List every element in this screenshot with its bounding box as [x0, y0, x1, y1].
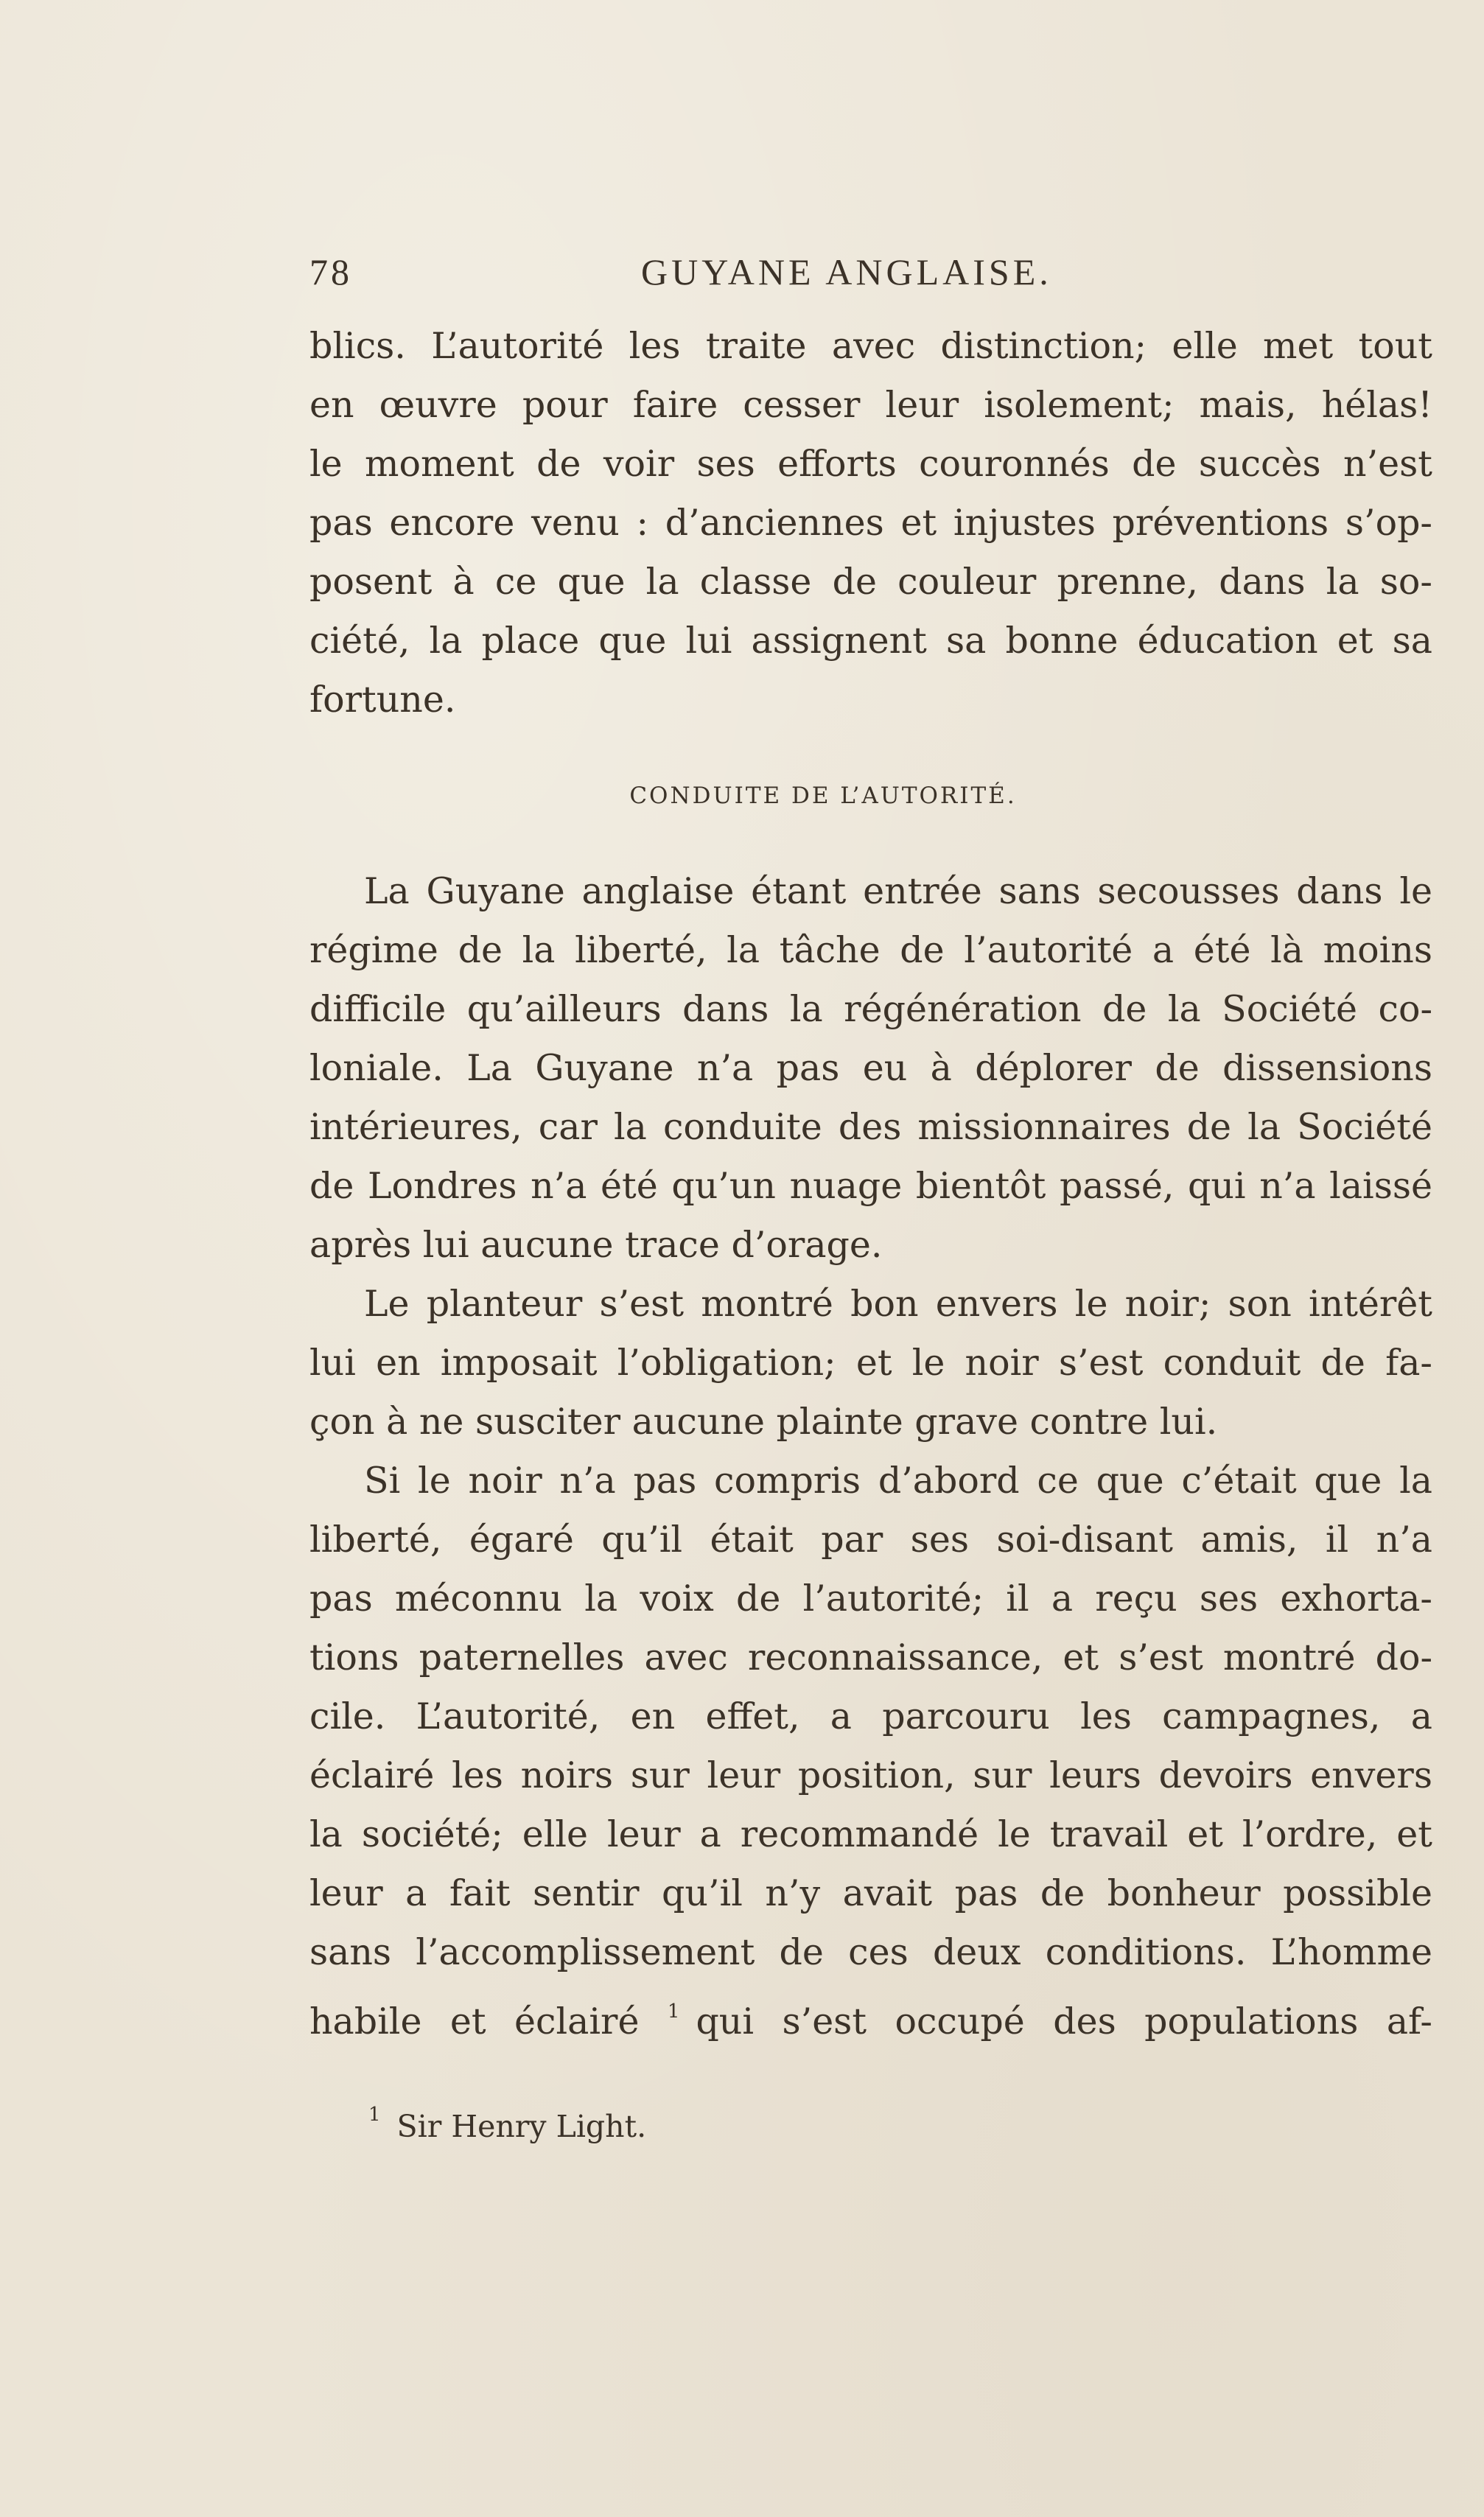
text-line: Si le noir n’a pas compris d’abord ce que c’était que la [364, 1460, 1432, 1502]
text-line: tions paternelles avec reconnaissance, et s’est montré do- [309, 1636, 1432, 1678]
text-line: loniale. La Guyane n’a pas eu à déplorer de dissensions [309, 1047, 1432, 1089]
text-fragment: habile et éclairé [309, 2000, 640, 2042]
text-line: sans l’accomplissement de ces deux conditions. L’homme [309, 1931, 1432, 1973]
text-line: pas méconnu la voix de l’autorité; il a reçu ses exhorta- [309, 1578, 1432, 1620]
text-line: çon à ne susciter aucune plainte grave contre lui. [309, 1401, 1218, 1443]
text-line: blics. L’autorité les traite avec distinction; elle met tout [309, 325, 1432, 367]
text-line: lui en imposait l’obligation; et le noir s’est conduit de fa- [309, 1342, 1432, 1384]
text-line: éclairé les noirs sur leur position, sur leurs devoirs envers [309, 1754, 1432, 1796]
footnote-text: Sir Henry Light. [396, 2109, 647, 2144]
text-line: régime de la liberté, la tâche de l’autorité a été là moins [309, 929, 1432, 971]
text-line: pas encore venu : d’anciennes et injustes préventions s’op- [309, 502, 1432, 544]
footnote-mark: 1 [368, 2104, 381, 2126]
text-line: ciété, la place que lui assignent sa bonne éducation et sa [309, 620, 1432, 662]
running-title: GUYANE ANGLAISE. [641, 251, 1052, 293]
text-line: cile. L’autorité, en effet, a parcouru les campagnes, a [309, 1695, 1432, 1737]
section-heading: CONDUITE DE L’AUTORITÉ. [629, 783, 1017, 809]
text-line: la société; elle leur a recommandé le travail et l’ordre, et [309, 1813, 1432, 1855]
text-line: de Londres n’a été qu’un nuage bientôt passé, qui n’a laissé [309, 1165, 1432, 1207]
text-line: le moment de voir ses efforts couronnés de succès n’est [309, 443, 1432, 485]
text-line: fortune. [309, 679, 456, 721]
text-line: en œuvre pour faire cesser leur isolement; mais, hélas! [309, 384, 1432, 426]
footnote-reference[interactable]: 1 [667, 2000, 680, 2023]
text-line: liberté, égaré qu’il était par ses soi-disant amis, il n’a [309, 1519, 1432, 1561]
text-line: La Guyane anglaise étant entrée sans secousses dans le [364, 870, 1432, 912]
text-line: Le planteur s’est montré bon envers le noir; son intérêt [364, 1283, 1432, 1325]
text-line: intérieures, car la conduite des missionnaires de la Société [309, 1106, 1432, 1148]
text-fragment: qui s’est occupé des populations af- [696, 2000, 1432, 2042]
page-number: 78 [309, 251, 352, 293]
text-line-with-note [309, 1982, 1432, 2051]
running-head [309, 251, 1091, 309]
text-line: posent à ce que la classe de couleur prenne, dans la so- [309, 561, 1432, 603]
text-line: difficile qu’ailleurs dans la régénération de la Société co- [309, 988, 1432, 1030]
footnote [368, 2093, 646, 2149]
text-line: leur a fait sentir qu’il n’y avait pas de bonheur possible [309, 1872, 1432, 1914]
text-line: après lui aucune trace d’orage. [309, 1224, 883, 1266]
